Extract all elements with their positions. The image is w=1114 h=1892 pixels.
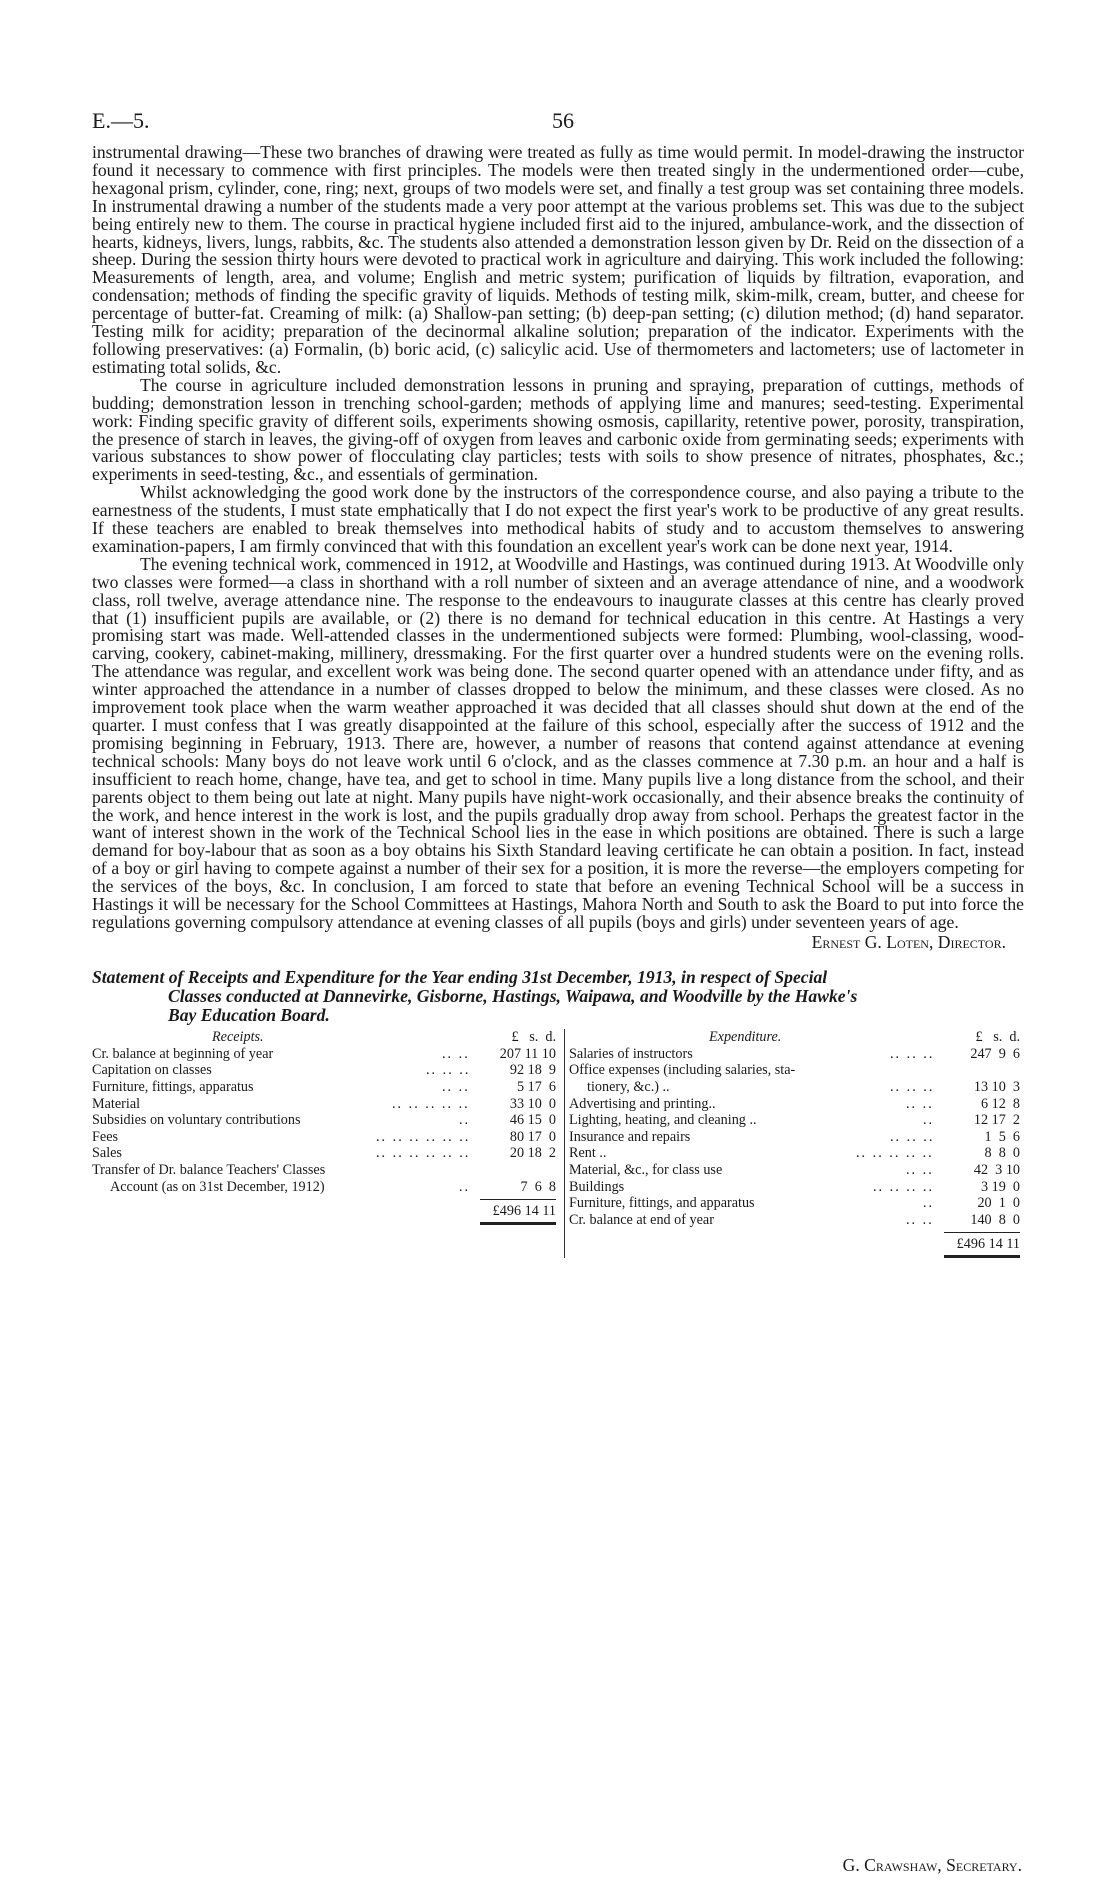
receipt-row <box>92 1179 560 1196</box>
receipt-row <box>92 1129 560 1146</box>
row-label: Advertising and printing.. <box>569 1095 716 1112</box>
row-amount: 247 9 6 <box>970 1045 1020 1062</box>
row-label: Salaries of instructors <box>569 1045 693 1062</box>
expenditure-total-value: £496 14 11 <box>956 1236 1020 1253</box>
row-leader-dots: .. .. .. .. .. .. <box>376 1145 471 1162</box>
paragraph: The evening technical work, commenced in 1912, at Woodville and Hastings, was continued during 1913. At Woodville only two classes were formed—a class in shorthand with a roll number of sixteen and an average attendance of nine, and a woodwork class, roll twelve, average attendance nine. The response to the endeavours to inaugurate classes at this centre has clearly proved that (1) insufficient pupils are available, or (2) there is no demand for technical education in this centre. At Hastings a very promising start was made. Well-attended classes in the undermentioned subjects were formed: Plumbing, wool-classing, wood-carving, cookery, cabinet-making, millinery, dressmaking. For the first quarter over a hundred students were on the evening rolls. The attendance was regular, and excellent work was being done. The second quarter opened with an attendance under fifty, and as winter approached the attendance in a number of classes dropped to below the minimum, and these classes were closed. As no improvement took place when the warm weather approached it was decided that all classes should shut down at the end of the quarter. I must confess that I was greatly disappointed at the failure of this school, especially after the success of 1912 and the promising beginning in February, 1913. There are, however, a number of reasons that contend against attendance at evening technical schools: Many boys do not leave work until 6 o'clock, and as the classes commence at 7.30 p.m. an hour and a half is insufficient to reach home, change, have tea, and get to school in time. Many pupils live a long distance from the school, and their parents object to them being out late at night. Many pupils have night-work occasionally, and their absence breaks the continuity of the work, and hence interest in the work is lost, and the pupils gradually drop away from school. Perhaps the greatest factor in the want of interest shown in the work of the Technical School lies in the ease in which positions are obtained. There is such a large demand for boy-labour that as soon as a boy obtains his Sixth Standard leaving certificate he can obtain a position. In fact, instead of a boy or girl having to compete against a number of their sex for a position, it is more the reverse—the employers competing for the services of the boys, &c. In conclusion, I am forced to state that before an evening Technical School will be a success in Hastings it will be necessary for the School Committees at Hastings, Mahora North and South to ask the Board to put into force the regulations governing compulsory attendance at evening classes of all pupils (boys and girls) under seventeen years of age. <box>92 553 1024 932</box>
page-header <box>92 108 1024 144</box>
row-leader-dots: .. .. <box>906 1211 934 1228</box>
row-leader-dots: .. .. .. .. .. <box>856 1145 934 1162</box>
row-amount: 6 12 8 <box>980 1095 1020 1112</box>
row-leader-dots: .. .. .. .. .. <box>392 1095 470 1112</box>
row-amount: 80 17 0 <box>509 1128 556 1145</box>
row-leader-dots: .. .. <box>906 1162 934 1179</box>
row-label: Furniture, fittings, and apparatus <box>569 1195 755 1212</box>
expenditure-row <box>569 1212 1024 1229</box>
secretary-signature: G. Crawshaw, Secretary. <box>842 1855 1022 1875</box>
row-amount: 8 8 0 <box>984 1145 1020 1162</box>
expenditure-row <box>569 1195 1024 1212</box>
expenditure-total <box>569 1228 1024 1258</box>
statement-ledger <box>92 1029 1024 1279</box>
receipts-column <box>92 1029 560 1225</box>
receipt-row <box>92 1079 560 1096</box>
row-amount: 13 10 3 <box>973 1079 1020 1096</box>
row-amount: 7 6 8 <box>520 1178 556 1195</box>
receipt-row <box>92 1162 560 1179</box>
statement-title-line: Bay Education Board. <box>168 1004 330 1025</box>
row-leader-dots: .. <box>923 1112 935 1129</box>
receipt-row <box>92 1112 560 1129</box>
row-label: Account (as on 31st December, 1912) <box>110 1178 325 1195</box>
row-amount: 92 18 9 <box>509 1062 556 1079</box>
receipt-row <box>92 1062 560 1079</box>
paragraph: instrumental drawing—These two branches of drawing were treated as fully as time would permit. In model-drawing the instructor found it necessary to commence with first principles. The models were then treated singly in the undermentioned order—cube, hexagonal prism, cylinder, cone, ring; next, groups of two models were set, and finally a test group was set containing three models. In instrumental drawing a number of the students made a very poor attempt at the various problems set. This was due to the subject being entirely new to them. The course in practical hygiene included first aid to the injured, ambulance-work, and the dissection of hearts, kidneys, livers, lungs, rabbits, &c. The students also attended a demonstration lesson given by Dr. Reid on the dissection of a sheep. During the session thirty hours were devoted to practical work in agriculture and dairying. This work included the following: Measurements of length, area, and volume; English and metric system; purification of liquids by filtration, evaporation, and condensation; methods of finding the specific gravity of liquids. Methods of testing milk, skim-milk, cream, butter, and cheese for percentage of butter-fat. Creaming of milk: (a) Shallow-pan setting; (b) deep-pan setting; (c) dilution method; (d) hand separator. Testing milk for acidity; preparation of the decinormal alkaline solution; preparation of the indicator. Experiments with the following preservatives: (a) Formalin, (b) boric acid, (c) salicylic acid. Use of thermometers and lactometers; use of lactometer in estimating total solids, &c. <box>92 142 1024 377</box>
report-reference: E.—5. <box>92 108 150 133</box>
expenditure-row <box>569 1129 1024 1146</box>
expenditure-row <box>569 1062 1024 1079</box>
row-amount: 140 8 0 <box>970 1211 1020 1228</box>
expenditure-row <box>569 1112 1024 1129</box>
row-leader-dots: .. .. <box>442 1079 470 1096</box>
total-double-rule <box>944 1255 1020 1258</box>
row-leader-dots: .. .. .. .. <box>873 1178 935 1195</box>
director-signature: Ernest G. Loten, Director. <box>811 931 1006 952</box>
total-rule <box>944 1232 1020 1233</box>
expenditure-row <box>569 1179 1024 1196</box>
row-label: Fees <box>92 1128 119 1145</box>
row-label: Material, &c., for class use <box>569 1162 723 1179</box>
expenditure-row <box>569 1162 1024 1179</box>
expenditure-header <box>569 1029 1024 1046</box>
expenditure-row <box>569 1046 1024 1063</box>
row-leader-dots: .. .. <box>906 1095 934 1112</box>
row-amount: 42 3 10 <box>973 1162 1020 1179</box>
row-label: Office expenses (including salaries, sta- <box>569 1062 796 1079</box>
row-label: tionery, &c.) .. <box>587 1079 670 1096</box>
row-leader-dots: .. .. .. .. .. .. <box>376 1128 471 1145</box>
row-leader-dots: .. .. .. <box>890 1079 935 1096</box>
row-label: Rent .. <box>569 1145 607 1162</box>
receipts-heading: Receipts. <box>212 1028 264 1045</box>
statement-title-line: Classes conducted at Dannevirke, Gisborne, Hastings, Waipawa, and Woodville by the Hawke's <box>168 985 858 1006</box>
receipt-row <box>92 1096 560 1113</box>
statement-title <box>92 968 1024 1025</box>
row-amount: 46 15 0 <box>509 1112 556 1129</box>
row-label: Transfer of Dr. balance Teachers' Classes <box>92 1162 326 1179</box>
receipts-total-value: £496 14 11 <box>492 1203 556 1220</box>
money-column-heading: £ s. d. <box>975 1028 1020 1045</box>
total-rule <box>480 1199 556 1200</box>
row-label: Furniture, fittings, apparatus <box>92 1079 254 1096</box>
row-label: Cr. balance at end of year <box>569 1211 714 1228</box>
money-column-heading: £ s. d. <box>511 1028 556 1045</box>
row-leader-dots: .. <box>459 1178 471 1195</box>
row-amount: 12 17 2 <box>973 1112 1020 1129</box>
row-label: Cr. balance at beginning of year <box>92 1045 274 1062</box>
row-amount: 1 5 6 <box>984 1128 1020 1145</box>
row-label: Material <box>92 1095 141 1112</box>
row-leader-dots: .. <box>923 1195 935 1212</box>
row-amount: 20 1 0 <box>977 1195 1020 1212</box>
row-amount: 5 17 6 <box>516 1079 556 1096</box>
row-amount: 207 11 10 <box>499 1045 556 1062</box>
statement-title-line: Statement of Receipts and Expenditure for the Year ending 31st December, 1913, in respect of Special <box>92 966 828 987</box>
expenditure-row <box>569 1096 1024 1113</box>
row-leader-dots: .. .. <box>442 1045 470 1062</box>
row-amount: 33 10 0 <box>509 1095 556 1112</box>
row-label: Capitation on classes <box>92 1062 212 1079</box>
row-leader-dots: .. <box>459 1112 471 1129</box>
row-label: Sales <box>92 1145 122 1162</box>
row-amount: 20 18 2 <box>509 1145 556 1162</box>
total-double-rule <box>480 1222 556 1225</box>
expenditure-heading: Expenditure. <box>709 1028 782 1045</box>
row-amount: 3 19 0 <box>980 1178 1020 1195</box>
receipts-total <box>92 1195 560 1225</box>
paragraph: Whilst acknowledging the good work done by the instructors of the correspondence course, and also paying a tribute to the earnestness of the students, I must state emphatically that I do not expect the first year's work to be productive of any great results. If these teachers are enabled to break themselves into methodical habits of study and to accustom themselves to answering examination-papers, I am firmly convinced that with this foundation an excellent year's work can be done next year, 1914. <box>92 482 1024 556</box>
row-label: Lighting, heating, and cleaning .. <box>569 1112 757 1129</box>
row-leader-dots: .. .. .. <box>426 1062 471 1079</box>
paragraph: The course in agriculture included demonstration lessons in pruning and spraying, preparation of cuttings, methods of budding; demonstration lesson in trenching school-garden; methods of applying lime and manures; seed-testing. Experimental work: Finding specific gravity of different soils, experiments showing osmosis, capillarity, retentive power, porosity, transpiration, the presence of starch in leaves, the giving-off of oxygen from leaves and carbonic oxide from germinating seeds; experiments with various substances to show power of flocculating clay particles; tests with soils to show presence of nitrates, phosphates, &c.; experiments in seed-testing, &c., and essentials of germination. <box>92 374 1024 485</box>
receipt-row <box>92 1145 560 1162</box>
expenditure-row <box>569 1145 1024 1162</box>
row-label: Insurance and repairs <box>569 1128 691 1145</box>
page-number: 56 <box>552 108 574 133</box>
row-leader-dots: .. .. .. <box>890 1128 935 1145</box>
receipt-row <box>92 1046 560 1063</box>
row-label: Subsidies on voluntary contributions <box>92 1112 301 1129</box>
expenditure-row <box>569 1079 1024 1096</box>
row-leader-dots: .. .. .. <box>890 1045 935 1062</box>
expenditure-column <box>564 1029 1024 1259</box>
receipts-header <box>92 1029 560 1046</box>
row-label: Buildings <box>569 1178 625 1195</box>
document-page <box>92 108 1024 1279</box>
body-text <box>92 144 1024 932</box>
